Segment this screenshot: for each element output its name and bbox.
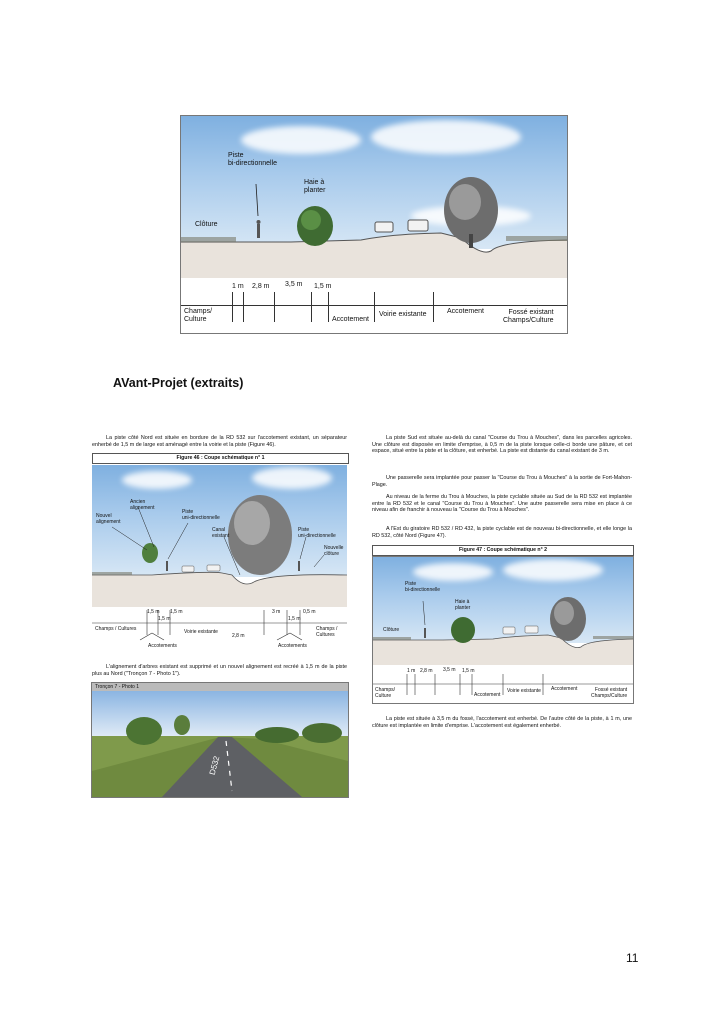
label-ancien: Ancien alignement xyxy=(130,499,155,511)
figure-47-title: Figure 47 : Coupe schématique n° 2 xyxy=(372,545,634,556)
figure-46 xyxy=(92,465,347,657)
label-r-piste: Piste bi-directionnelle xyxy=(405,581,441,593)
dim-l-7: 2,8 m xyxy=(232,633,245,639)
road-photo xyxy=(91,682,349,798)
dim-2: 2,8 m xyxy=(252,283,270,290)
zone-l-champs-right: Champs / Cultures xyxy=(316,626,338,638)
dim-l-2: 1,5 m xyxy=(170,609,183,615)
figure-47 xyxy=(372,556,634,704)
zone-r-champs: Champs/ Culture xyxy=(375,687,396,699)
right-para-3: Au niveau de la ferme du Trou à Mouches, la piste cyclable située au Sud de la RD 532 est implantée entre la RD 532 et le canal "Course du Trou à Mouches". Une autre passerelle sera mise en place à ce niveau afin de franchir à nouveau la "Course du Trou à Mouches". xyxy=(372,494,632,514)
right-para-4: A l'Est du giratoire RD 532 / RD 432, la piste cyclable est de nouveau bi-directionnelle, et elle longe la RD 532, côté Nord (Figure 47). xyxy=(372,526,632,539)
dim-l-3: 1,5 m xyxy=(158,616,171,622)
dim-l-4: 3 m xyxy=(272,609,281,615)
road-marking: D532 xyxy=(207,755,222,776)
zone-accotement-1: Accotement xyxy=(332,316,369,323)
label-piste: Piste bi-directionnelle xyxy=(228,152,278,167)
zone-r-voirie: Voirie existante xyxy=(507,688,541,694)
photo-caption: Tronçon 7 - Photo 1 xyxy=(92,683,349,691)
right-para-1: La piste Sud est située au-delà du canal "Course du Trou à Mouches", dans les parcelles agricoles. Une clôture est disposée en limite d'emprise, à 0,5 m de la piste lorsque celle-ci borde une pâture, et cet espace, situé entre la piste et la clôture, est enherbé. La piste est distante du canal existant de 3 m. xyxy=(372,435,632,455)
label-piste-uni-right: Piste uni-directionnelle xyxy=(298,527,336,539)
right-para-5: La piste est située à 3,5 m du fossé, l'accotement est enherbé. De l'autre côté de la piste, à 1 m, une clôture est implantée en limite d'emprise. L'accotement est également enherbé. xyxy=(372,716,632,729)
dim-r-3: 3,5 m xyxy=(443,667,456,673)
dim-l-5: 0,5 m xyxy=(303,609,316,615)
zone-r-fosse: Fossé existant Champs/Culture xyxy=(591,687,628,699)
label-r-haie: Haie à planter xyxy=(455,599,471,611)
label-nouvel: Nouvel alignement xyxy=(96,513,121,525)
dim-l-1: 1,5 m xyxy=(147,609,160,615)
label-cloture: Clôture xyxy=(195,221,218,228)
left-para-2: L'alignement d'arbres existant est supprimé et un nouvel alignement est recréé à 1,5 m de la piste plus au Nord ("Tronçon 7 - Photo 1"). xyxy=(92,664,347,677)
dim-r-2: 2,8 m xyxy=(420,668,433,674)
zone-l-accotements-1: Accotements xyxy=(148,643,177,649)
label-canal: Canal existant xyxy=(212,527,230,539)
zone-accotement-2: Accotement xyxy=(447,308,484,315)
zone-champs-left: Champs/ Culture xyxy=(184,308,213,323)
dim-r-4: 1,5 m xyxy=(462,668,475,674)
figure-46-title: Figure 46 : Coupe schématique n° 1 xyxy=(92,453,349,464)
label-r-cloture: Clôture xyxy=(383,627,400,633)
page-number: 11 xyxy=(626,951,639,965)
zone-fosse: Fossé existant Champs/Culture xyxy=(503,309,554,324)
top-cross-section-figure xyxy=(180,115,568,334)
dim-3: 3,5 m xyxy=(285,281,303,288)
dim-l-6: 1,5 m xyxy=(288,616,301,622)
label-haie: Haie à planter xyxy=(304,179,326,194)
zone-l-accotements-2: Accotements xyxy=(278,643,307,649)
zone-r-accotement-1: Accotement xyxy=(474,692,501,698)
right-para-2: Une passerelle sera implantée pour passer la "Course du Trou à Mouches" à la sortie de Fort-Mahon-Plage. xyxy=(372,475,632,488)
dim-r-1: 1 m xyxy=(407,668,416,674)
zone-r-accotement-2: Accotement xyxy=(551,686,578,692)
label-nouvelle-cloture: Nouvelle clôture xyxy=(324,545,344,557)
dim-4: 1,5 m xyxy=(314,283,332,290)
zone-voirie: Voirie existante xyxy=(379,311,427,318)
section-heading: AVant-Projet (extraits) xyxy=(113,376,244,390)
dim-1: 1 m xyxy=(232,283,244,290)
left-para-1: La piste côté Nord est située en bordure de la RD 532 sur l'accotement existant, un séparateur enherbé de 1,5 m de large est aménagé entre la voirie et la piste (Figure 46). xyxy=(92,435,347,448)
label-piste-uni: Piste uni-directionnelle xyxy=(182,509,220,521)
zone-l-champs: Champs / Cultures xyxy=(95,626,137,632)
zone-l-voirie: Voirie existante xyxy=(184,629,218,635)
